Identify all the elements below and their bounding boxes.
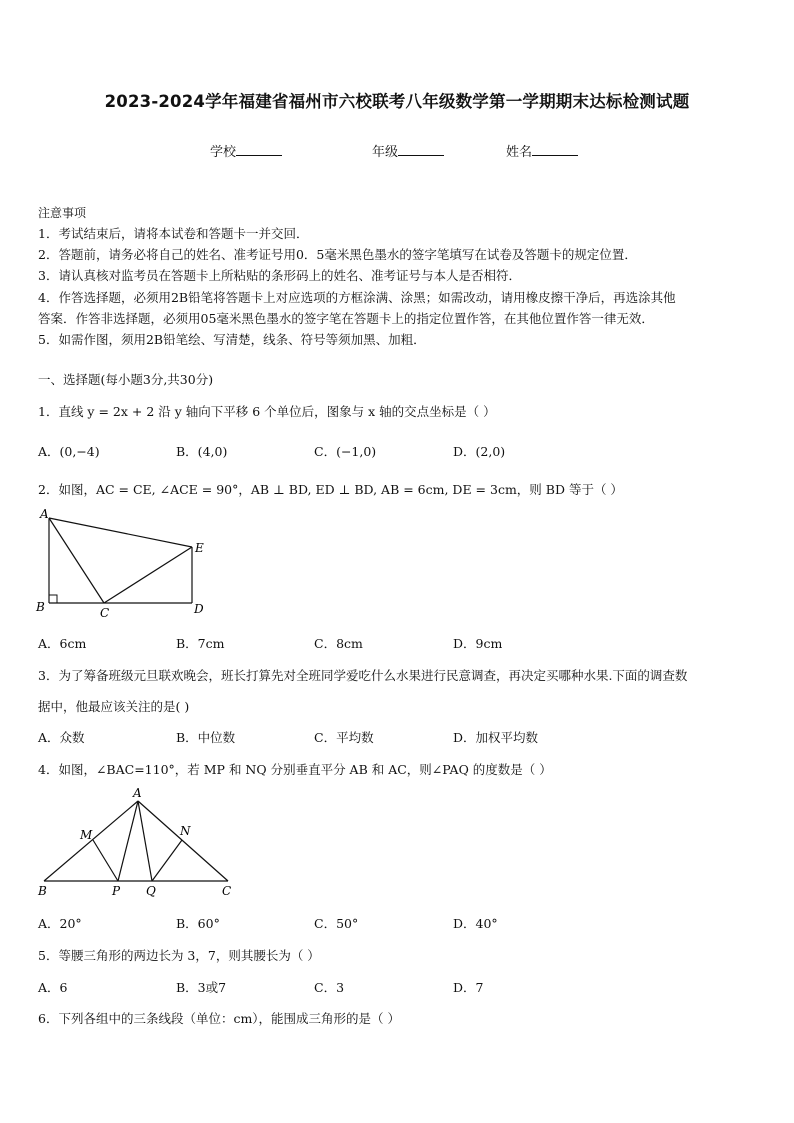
grade-blank [398, 142, 444, 156]
q2-option-b: B．7cm [176, 636, 225, 651]
q4-option-c: C．50° [314, 916, 359, 931]
page-title: 2023-2024学年福建省福州市六校联考八年级数学第一学期期末达标检测试题 [104, 92, 690, 111]
question-3-stem-line2: 据中，他最应该关注的是( ) [38, 699, 190, 714]
name-field [506, 141, 578, 160]
q2-label-e: E [195, 541, 204, 555]
q3-option-c: C．平均数 [314, 730, 374, 745]
q4-label-c: C [222, 884, 232, 898]
q1-option-a: A．(0,−4) [38, 444, 100, 459]
q5-option-a: A．6 [38, 980, 68, 995]
question-6-stem: 6．下列各组中的三条线段（单位：cm），能围成三角形的是（ ） [38, 1011, 401, 1026]
question-1-stem: 1．直线 y = 2x + 2 沿 y 轴向下平移 6 个单位后，图象与 x 轴的交点坐标是（ ） [38, 404, 496, 419]
q4-label-p: P [112, 884, 121, 898]
note-item: 3．请认真核对监考员在答题卡上所粘贴的条形码上的姓名、准考证号与本人是否相符． [38, 268, 521, 283]
note-item: 2．答题前，请务必将自己的姓名、准考证号用0．5毫米黑色墨水的签字笔填写在试卷及答题卡的规定位置． [38, 247, 637, 262]
q3-option-d: D．加权平均数 [453, 730, 539, 745]
section-heading: 一、选择题(每小题3分,共30分) [38, 372, 214, 387]
note-item: 1．考试结束后，请将本试卷和答题卡一并交回． [38, 226, 309, 241]
q2-option-a: A．6cm [38, 636, 87, 651]
q5-option-d: D．7 [453, 980, 484, 995]
question-4-stem: 4．如图，∠BAC=110°，若 MP 和 NQ 分别垂直平分 AB 和 AC，则∠PAQ 的度数是（ ） [38, 762, 552, 777]
q4-label-m: M [80, 828, 93, 842]
notes-heading: 注意事项 [38, 206, 87, 220]
q2-label-d: D [194, 602, 204, 616]
note-item: 4．作答选择题，必须用2B铅笔将答题卡上对应选项的方框涂满、涂黑；如需改动，请用橡皮擦干净后，再选涂其他 [38, 290, 676, 305]
school-blank [236, 142, 282, 156]
question-2-stem: 2．如图，AC = CE, ∠ACE = 90°，AB ⊥ BD, ED ⊥ BD, AB = 6cm, DE = 3cm，则 BD 等于（ ） [38, 482, 623, 497]
q2-label-c: C [100, 606, 110, 620]
q4-label-n: N [180, 824, 191, 838]
q5-option-b: B．3或7 [176, 980, 227, 995]
school-label: 学校 [210, 145, 237, 160]
q2-label-a: A [40, 507, 49, 521]
q2-option-c: C．8cm [314, 636, 363, 651]
q4-label-a: A [133, 786, 142, 800]
q4-option-d: D．40° [453, 916, 498, 931]
q2-label-b: B [36, 600, 45, 614]
q4-label-b: B [38, 884, 47, 898]
q1-option-c: C．(−1,0) [314, 444, 377, 459]
name-label: 姓名 [506, 145, 533, 160]
grade-field [372, 141, 444, 160]
grade-label: 年级 [372, 145, 399, 160]
q3-option-a: A．众数 [38, 730, 85, 745]
question-3-stem-line1: 3．为了筹备班级元旦联欢晚会，班长打算先对全班同学爱吃什么水果进行民意调查，再决定买哪种水果.下面的调查数 [38, 668, 688, 683]
name-blank [532, 142, 578, 156]
q4-option-b: B．60° [176, 916, 220, 931]
question-5-stem: 5．等腰三角形的两边长为 3，7，则其腰长为（ ） [38, 948, 320, 963]
q4-option-a: A．20° [38, 916, 82, 931]
q1-option-d: D．(2,0) [453, 444, 506, 459]
q4-label-q: Q [146, 884, 156, 898]
q3-option-b: B．中位数 [176, 730, 236, 745]
note-item: 答案．作答非选择题，必须用05毫米黑色墨水的签字笔在答题卡上的指定位置作答，在其他位置作答一律无效． [38, 311, 654, 326]
q5-option-c: C．3 [314, 980, 345, 995]
q2-option-d: D．9cm [453, 636, 503, 651]
q4-figure [30, 785, 240, 903]
q1-option-b: B．(4,0) [176, 444, 228, 459]
note-item: 5．如需作图，须用2B铅笔绘、写清楚，线条、符号等须加黑、加粗． [38, 332, 426, 347]
school-field [210, 141, 282, 160]
q2-figure [30, 505, 220, 621]
